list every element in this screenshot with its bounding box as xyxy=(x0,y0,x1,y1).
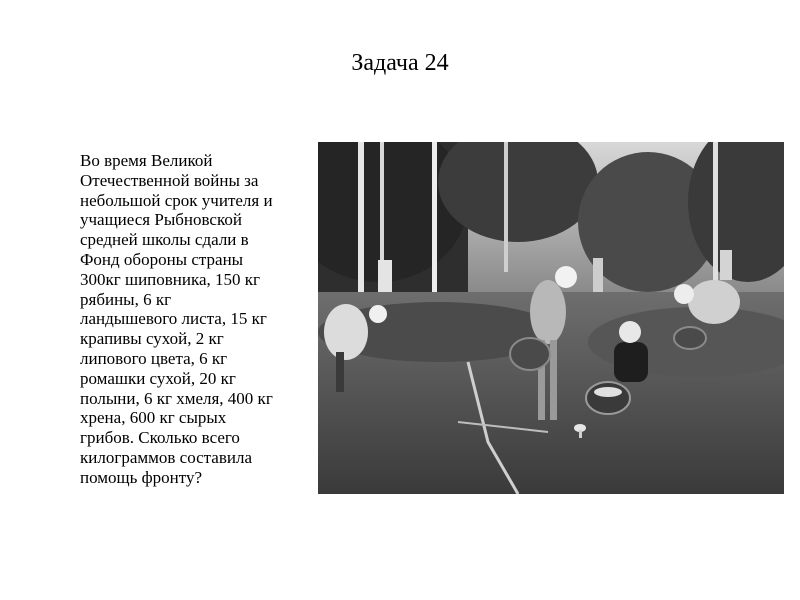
forest-gathering-photo-icon xyxy=(318,142,784,494)
figure-head xyxy=(619,321,641,343)
basket xyxy=(510,338,550,370)
distant-figure xyxy=(378,260,392,292)
figure-head xyxy=(674,284,694,304)
slide-title: Задача 24 xyxy=(351,50,449,76)
text-line: средней школы сдали в xyxy=(80,230,249,250)
text-line: помощь фронту? xyxy=(80,467,202,487)
figure-body xyxy=(530,280,566,344)
text-line: крапивы сухой, 2 кг xyxy=(80,329,224,349)
text-line: липового цвета, 6 кг xyxy=(80,348,228,368)
text-line: Во время Великой xyxy=(80,151,213,170)
text-line: хрена, 600 кг сырых xyxy=(80,408,227,428)
text-line: грибов. Сколько всего xyxy=(80,428,240,448)
distant-figure xyxy=(593,258,603,292)
text-line: полыни, 6 кг хмеля, 400 кг xyxy=(80,388,273,408)
birch-trunk xyxy=(358,142,364,302)
figure-body xyxy=(614,342,648,382)
basket xyxy=(586,382,630,414)
birch-trunk xyxy=(432,142,437,292)
birch-trunk xyxy=(713,142,718,292)
text-line: Отечественной войны за xyxy=(80,170,259,190)
text-line: Фонд обороны страны xyxy=(80,249,244,269)
text-line: ромашки сухой, 20 кг xyxy=(80,368,236,388)
birch-trunk xyxy=(504,142,508,272)
text-line: 300кг шиповника, 150 кг xyxy=(80,269,261,289)
figure-head xyxy=(369,305,387,323)
figure-body xyxy=(324,304,368,360)
figure-legs xyxy=(550,340,557,420)
basket xyxy=(674,327,706,349)
mushrooms xyxy=(594,387,622,397)
mushroom-stem xyxy=(579,430,582,438)
text-line: небольшой срок учителя и xyxy=(80,190,273,210)
text-line: рябины, 6 кг xyxy=(80,289,172,309)
figure-head xyxy=(555,266,577,288)
text-line: килограммов составила xyxy=(80,447,253,467)
text-line: учащиеся Рыбновской xyxy=(80,210,242,230)
forest-gathering-photo xyxy=(318,142,784,494)
figure-legs xyxy=(336,352,344,392)
figure-body xyxy=(688,280,740,324)
text-line: ландышевого листа, 15 кг xyxy=(80,309,267,329)
distant-figure xyxy=(720,250,732,280)
problem-text xyxy=(80,151,324,488)
